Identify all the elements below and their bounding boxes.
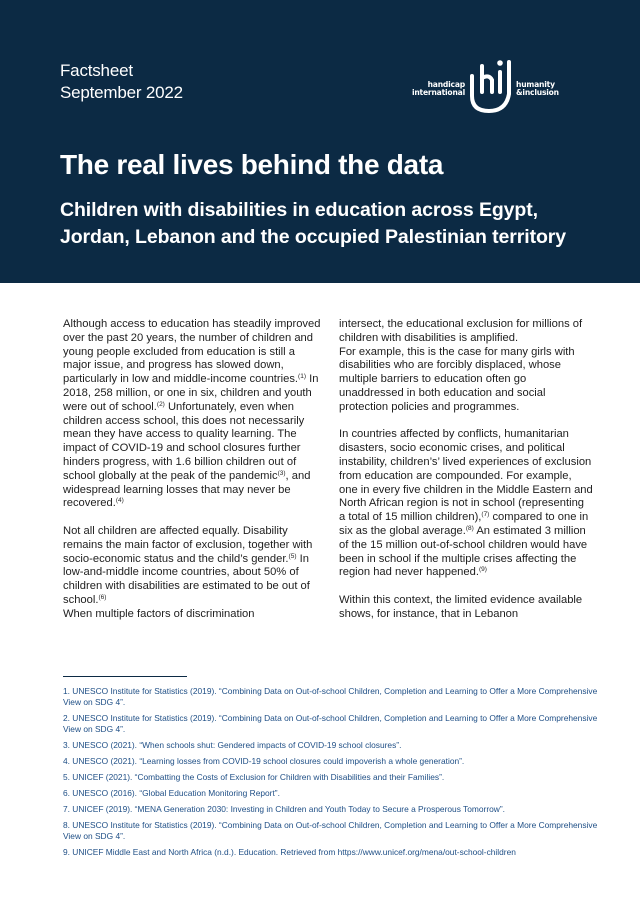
paragraph-intro: Although access to education has steadily improved over the past 20 years, the number of children and young people excluded from education is still a major issue, and progress has slowed down, particularly in low and middle-income countries.$^{(1)}$ In 2018, 258 million, or one in six, children and youth were out of school.$^{(2)}$ Unfortunately, even when children access school, this does not necessarily mean they have access to quality learning. The impact of COVID-19 and school closures further hinders progress, with 1.6 billion children out of school globally at the peak of the pandemic$^{(3)}$, and widespread learning losses that may never be recovered.$^{(4)}$ (63, 318, 321, 510)
hand-hi-icon (469, 56, 513, 114)
footnote-item[interactable]: 9. UNICEF Middle East and North Africa (n.d.). Education. Retrieved from https://www.unicef.org/mena/out-school-children (63, 847, 516, 857)
footnote-ref-2[interactable]: (2) (156, 400, 165, 408)
paragraph-discrimination-start: When multiple factors of discrimination (63, 607, 255, 620)
footnote-ref-6[interactable]: (6) (98, 593, 107, 601)
logo-word-humanity: humanity (516, 80, 555, 89)
organization-logo (405, 56, 565, 116)
paragraph-inequality: Not all children are affected equally. Disability remains the main factor of exclusion, together with socio-economic status and the child’s gender.$^{(5)}$ In low-and-middle income countries, about 50% of children with disabilities are estimated to be out of school.$^{(6)}$ (63, 524, 313, 606)
footnote-ref-3[interactable]: (3) (277, 469, 286, 477)
footnote-ref-7[interactable]: (7) (481, 511, 490, 519)
footnote-item[interactable]: 2. UNESCO Institute for Statistics (2019). “Combining Data on Out-of-school Children, Completion and Learning to Offer a More Comprehensive View on SDG 4”. (63, 713, 598, 734)
footnote-item[interactable]: 3. UNESCO (2021). “When schools shut: Gendered impacts of COVID-19 school closures”. (63, 740, 402, 750)
body-column-left (63, 318, 325, 622)
doc-date: September 2022 (60, 83, 183, 102)
footnotes-list (63, 686, 603, 863)
logo-left-text (405, 81, 465, 97)
header-banner (0, 0, 640, 283)
page-title: The real lives behind the data (60, 149, 444, 180)
paragraph-conflict-countries: In countries affected by conflicts, humanitarian disasters, socio economic crises, and political instability, children’s’ lived experiences of exclusion from education are compounded. For example, one in every five children in the Middle Eastern and North African region is not in school (representing a total of 15 million children),$^{(7)}$ compared to one in six as the global average.$^{(8)}$ An estimated 3 million of the 15 million out-of-school children would have been in school if the multiple crises affecting the region had never happened.$^{(9)}$ (339, 428, 593, 579)
footnote-ref-5[interactable]: (5) (288, 552, 297, 560)
logo-word-inclusion: &inclusion (516, 88, 559, 97)
doc-type-label: Factsheet (60, 61, 133, 80)
footnote-ref-8[interactable]: (8) (465, 524, 474, 532)
logo-word-international: international (411, 88, 465, 97)
document-meta (60, 60, 183, 104)
paragraph-intersect: intersect, the educational exclusion for millions of children with disabilities is amplified. (339, 318, 583, 344)
logo-right-text (516, 81, 576, 97)
footnote-item[interactable]: 8. UNESCO Institute for Statistics (2019). “Combining Data on Out-of-school Children, Completion and Learning to Offer a More Comprehensive View on SDG 4”. (63, 820, 598, 841)
footnote-item[interactable]: 5. UNICEF (2021). “Combatting the Costs of Exclusion for Children with Disabilities and their Families”. (63, 772, 445, 782)
footnote-divider (63, 676, 187, 677)
footnote-item[interactable]: 1. UNESCO Institute for Statistics (2019). “Combining Data on Out-of-school Children, Completion and Learning to Offer a More Comprehensive View on SDG 4”. (63, 686, 598, 707)
paragraph-context: Within this context, the limited evidence available shows, for instance, that in Lebanon (339, 593, 583, 620)
footnote-ref-9[interactable]: (9) (478, 566, 487, 574)
footnote-ref-4[interactable]: (4) (115, 497, 124, 505)
footnote-ref-1[interactable]: (1) (298, 373, 306, 381)
footnote-item[interactable]: 7. UNICEF (2019). “MENA Generation 2030: Investing in Children and Youth Today to Secure a Prosperous Tomorrow”. (63, 804, 505, 814)
paragraph-girls-example: For example, this is the case for many girls with disabilities who are forcibly displaced, whose multiple barriers to education often go unaddressed in both education and social protection policies and programmes. (339, 345, 575, 413)
body-column-right (339, 318, 593, 622)
logo-word-handicap: handicap (427, 80, 465, 89)
footnote-item[interactable]: 6. UNESCO (2016). “Global Education Monitoring Report”. (63, 788, 280, 798)
page-subtitle: Children with disabilities in education across Egypt, Jordan, Lebanon and the occupied Palestinian territory (60, 199, 567, 248)
footnote-item[interactable]: 4. UNESCO (2021). “Learning losses from COVID-19 school closures could impoverish a whole generation”. (63, 756, 465, 766)
